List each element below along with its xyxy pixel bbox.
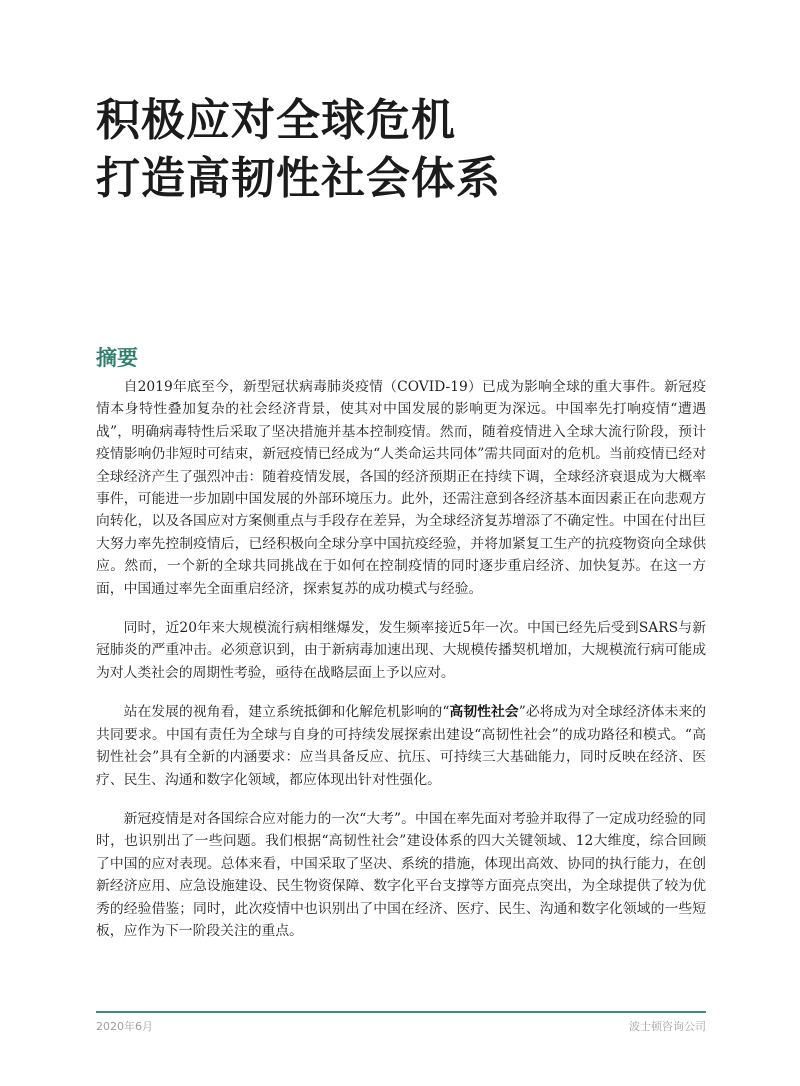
title-line-2: 打造高韧性社会体系 bbox=[96, 153, 501, 204]
document-title bbox=[96, 92, 501, 208]
paragraph-3-text-b: ”必将成为对全球经济体未来的共同要求。中国有责任为全球与自身的可持续发展探索出建设“高韧性社会”的成功路径和模式。“高韧性社会”具有全新的内涵要求：应当具备反应、抗压、可持续三大基础能力，同时反映在经济、医疗、民生、沟通和数字化领域，都应体现出针对性强化。 bbox=[96, 704, 706, 788]
paragraph-2: 同时，近20年来大规模流行病相继爆发，发生频率接近5年一次。中国已经先后受到SARS与新冠肺炎的严重冲击。必须意识到，由于新病毒加速出现、大规模传播契机增加，大规模流行病可能成为对人类社会的周期性考验，亟待在战略层面上予以应对。 bbox=[96, 620, 706, 681]
title-line-1: 积极应对全球危机 bbox=[96, 95, 456, 146]
footer-date: 2020年6月 bbox=[96, 1020, 153, 1033]
section-heading-abstract: 摘要 bbox=[96, 345, 138, 370]
paragraph-3-text-a: 站在发展的视角看，建立系统抵御和化解危机影响的“ bbox=[123, 704, 450, 721]
footer-divider bbox=[96, 1011, 706, 1013]
paragraph-3 bbox=[96, 701, 706, 791]
paragraph-3-emphasis: 高韧性社会 bbox=[449, 704, 519, 721]
paragraph-1: 自2019年底至今，新型冠状病毒肺炎疫情（COVID-19）已成为影响全球的重大事件。新冠疫情本身特性叠加复杂的社会经济背景，使其对中国发展的影响更为深远。中国率先打响疫情“遭遇战”，明确病毒特性后采取了坚决措施并基本控制疫情。然而，随着疫情进入全球大流行阶段，预计疫情影响仍非短时可结束，新冠疫情已经成为“人类命运共同体”需共同面对的危机。当前疫情已经对全球经济产生了强烈冲击：随着疫情发展，各国的经济预期正在持续下调，全球经济衰退成为大概率事件，可能进一步加剧中国发展的外部环境压力。此外，还需注意到各经济基本面因素正在向悲观方向转化，以及各国应对方案侧重点与手段存在差异，为全球经济复苏增添了不确定性。中国在付出巨大努力率先控制疫情后，已经积极向全球分享中国抗疫经验，并将加紧复工生产的抗疫物资向全球供应。然而，一个新的全球共同挑战在于如何在控制疫情的同时逐步重启经济、加快复苏。在这一方面，中国通过率先全面重启经济，探索复苏的成功模式与经验。 bbox=[96, 379, 706, 597]
footer-publisher: 波士顿咨询公司 bbox=[629, 1020, 706, 1033]
paragraph-4: 新冠疫情是对各国综合应对能力的一次“大考”。中国在率先面对考验并取得了一定成功经验的同时，也识别出了一些问题。我们根据“高韧性社会”建设体系的四大关键领域、12大维度，综合回顾了中国的应对表现。总体来看，中国采取了坚决、系统的措施，体现出高效、协同的执行能力，在创新经济应用、应急设施建设、民生物资保障、数字化平台支撑等方面亮点突出，为全球提供了较为优秀的经验借鉴；同时，此次疫情中也识别出了中国在经济、医疗、民生、沟通和数字化领域的一些短板，应作为下一阶段关注的重点。 bbox=[96, 810, 706, 939]
abstract-body bbox=[96, 376, 706, 959]
